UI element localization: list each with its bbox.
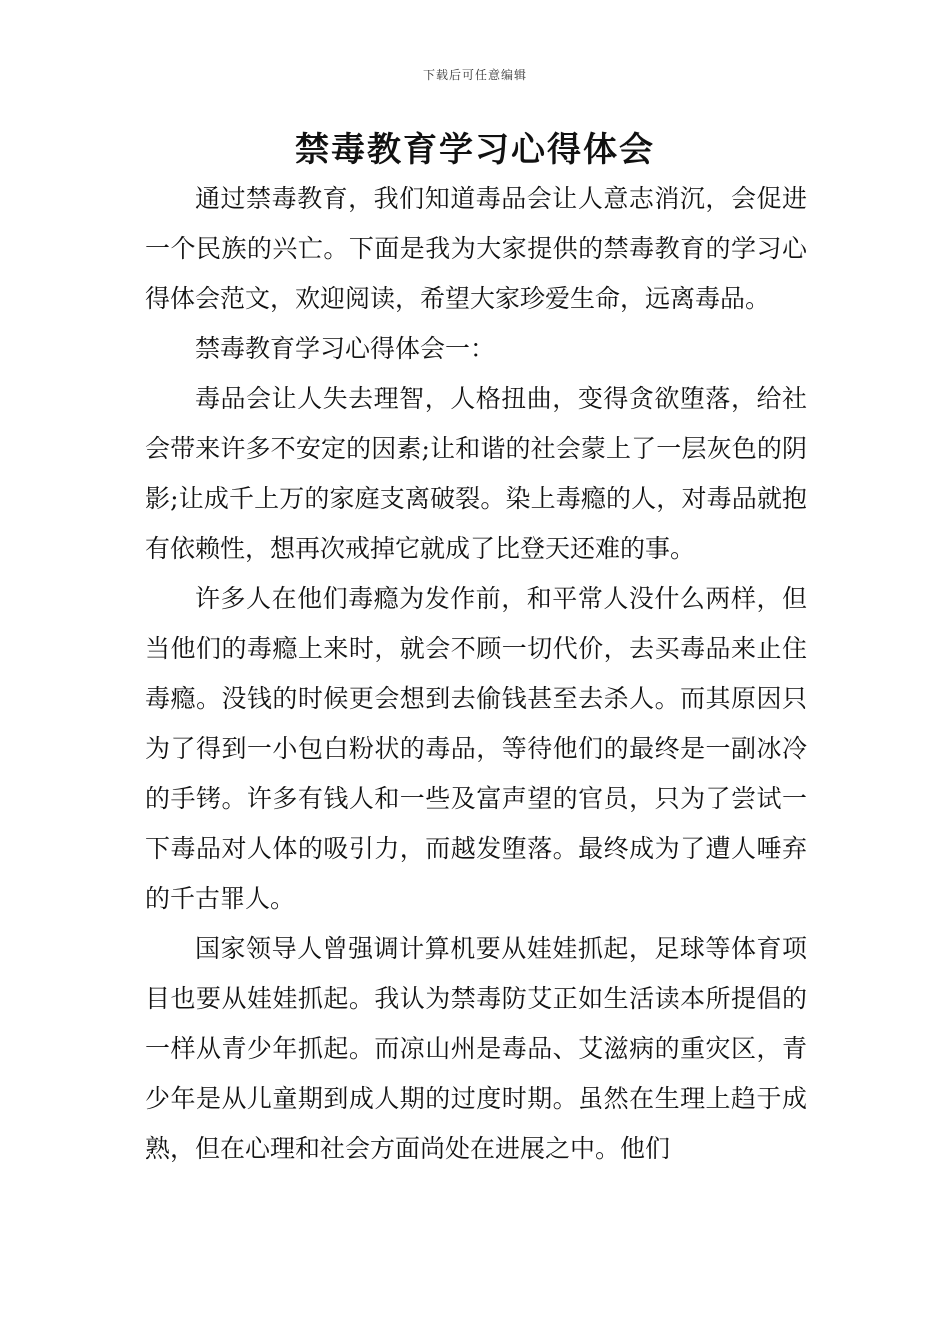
body-paragraph-2: 许多人在他们毒瘾为发作前，和平常人没什么两样，但当他们的毒瘾上来时，就会不顾一切代价，去买毒品来止住毒瘾。没钱的时候更会想到去偷钱甚至去杀人。而其原因只为了得到一小包白粉状的毒品，等待他们的最终是一副冰冷的手铐。许多有钱人和一些及富声望的官员，只为了尝试一下毒品对人体的吸引力，而越发堕落。最终成为了遭人唾弃的千古罪人。 [145, 584, 807, 913]
document-title: 禁毒教育学习心得体会 [295, 130, 655, 170]
body-paragraph-1: 毒品会让人失去理智，人格扭曲，变得贪欲堕落，给社会带来许多不安定的因素;让和谐的社会蒙上了一层灰色的阴影;让成千上万的家庭支离破裂。染上毒瘾的人，对毒品就抱有依赖性，想再次戒掉它就成了比登天还难的事。 [145, 384, 807, 563]
intro-paragraph: 通过禁毒教育，我们知道毒品会让人意志消沉，会促进一个民族的兴亡。下面是我为大家提供的禁毒教育的学习心得体会范文，欢迎阅读，希望大家珍爱生命，远离毒品。 [145, 184, 807, 313]
header-note: 下载后可任意编辑 [422, 68, 527, 82]
section-heading: 禁毒教育学习心得体会一： [195, 334, 496, 363]
document-body [145, 174, 807, 1174]
body-paragraph-3: 国家领导人曾强调计算机要从娃娃抓起，足球等体育项目也要从娃娃抓起。我认为禁毒防艾正如生活读本所提倡的一样从青少年抓起。而凉山州是毒品、艾滋病的重灾区，青少年是从儿童期到成人期的过度时期。虽然在生理上趋于成熟，但在心理和社会方面尚处在进展之中。他们 [145, 934, 807, 1163]
